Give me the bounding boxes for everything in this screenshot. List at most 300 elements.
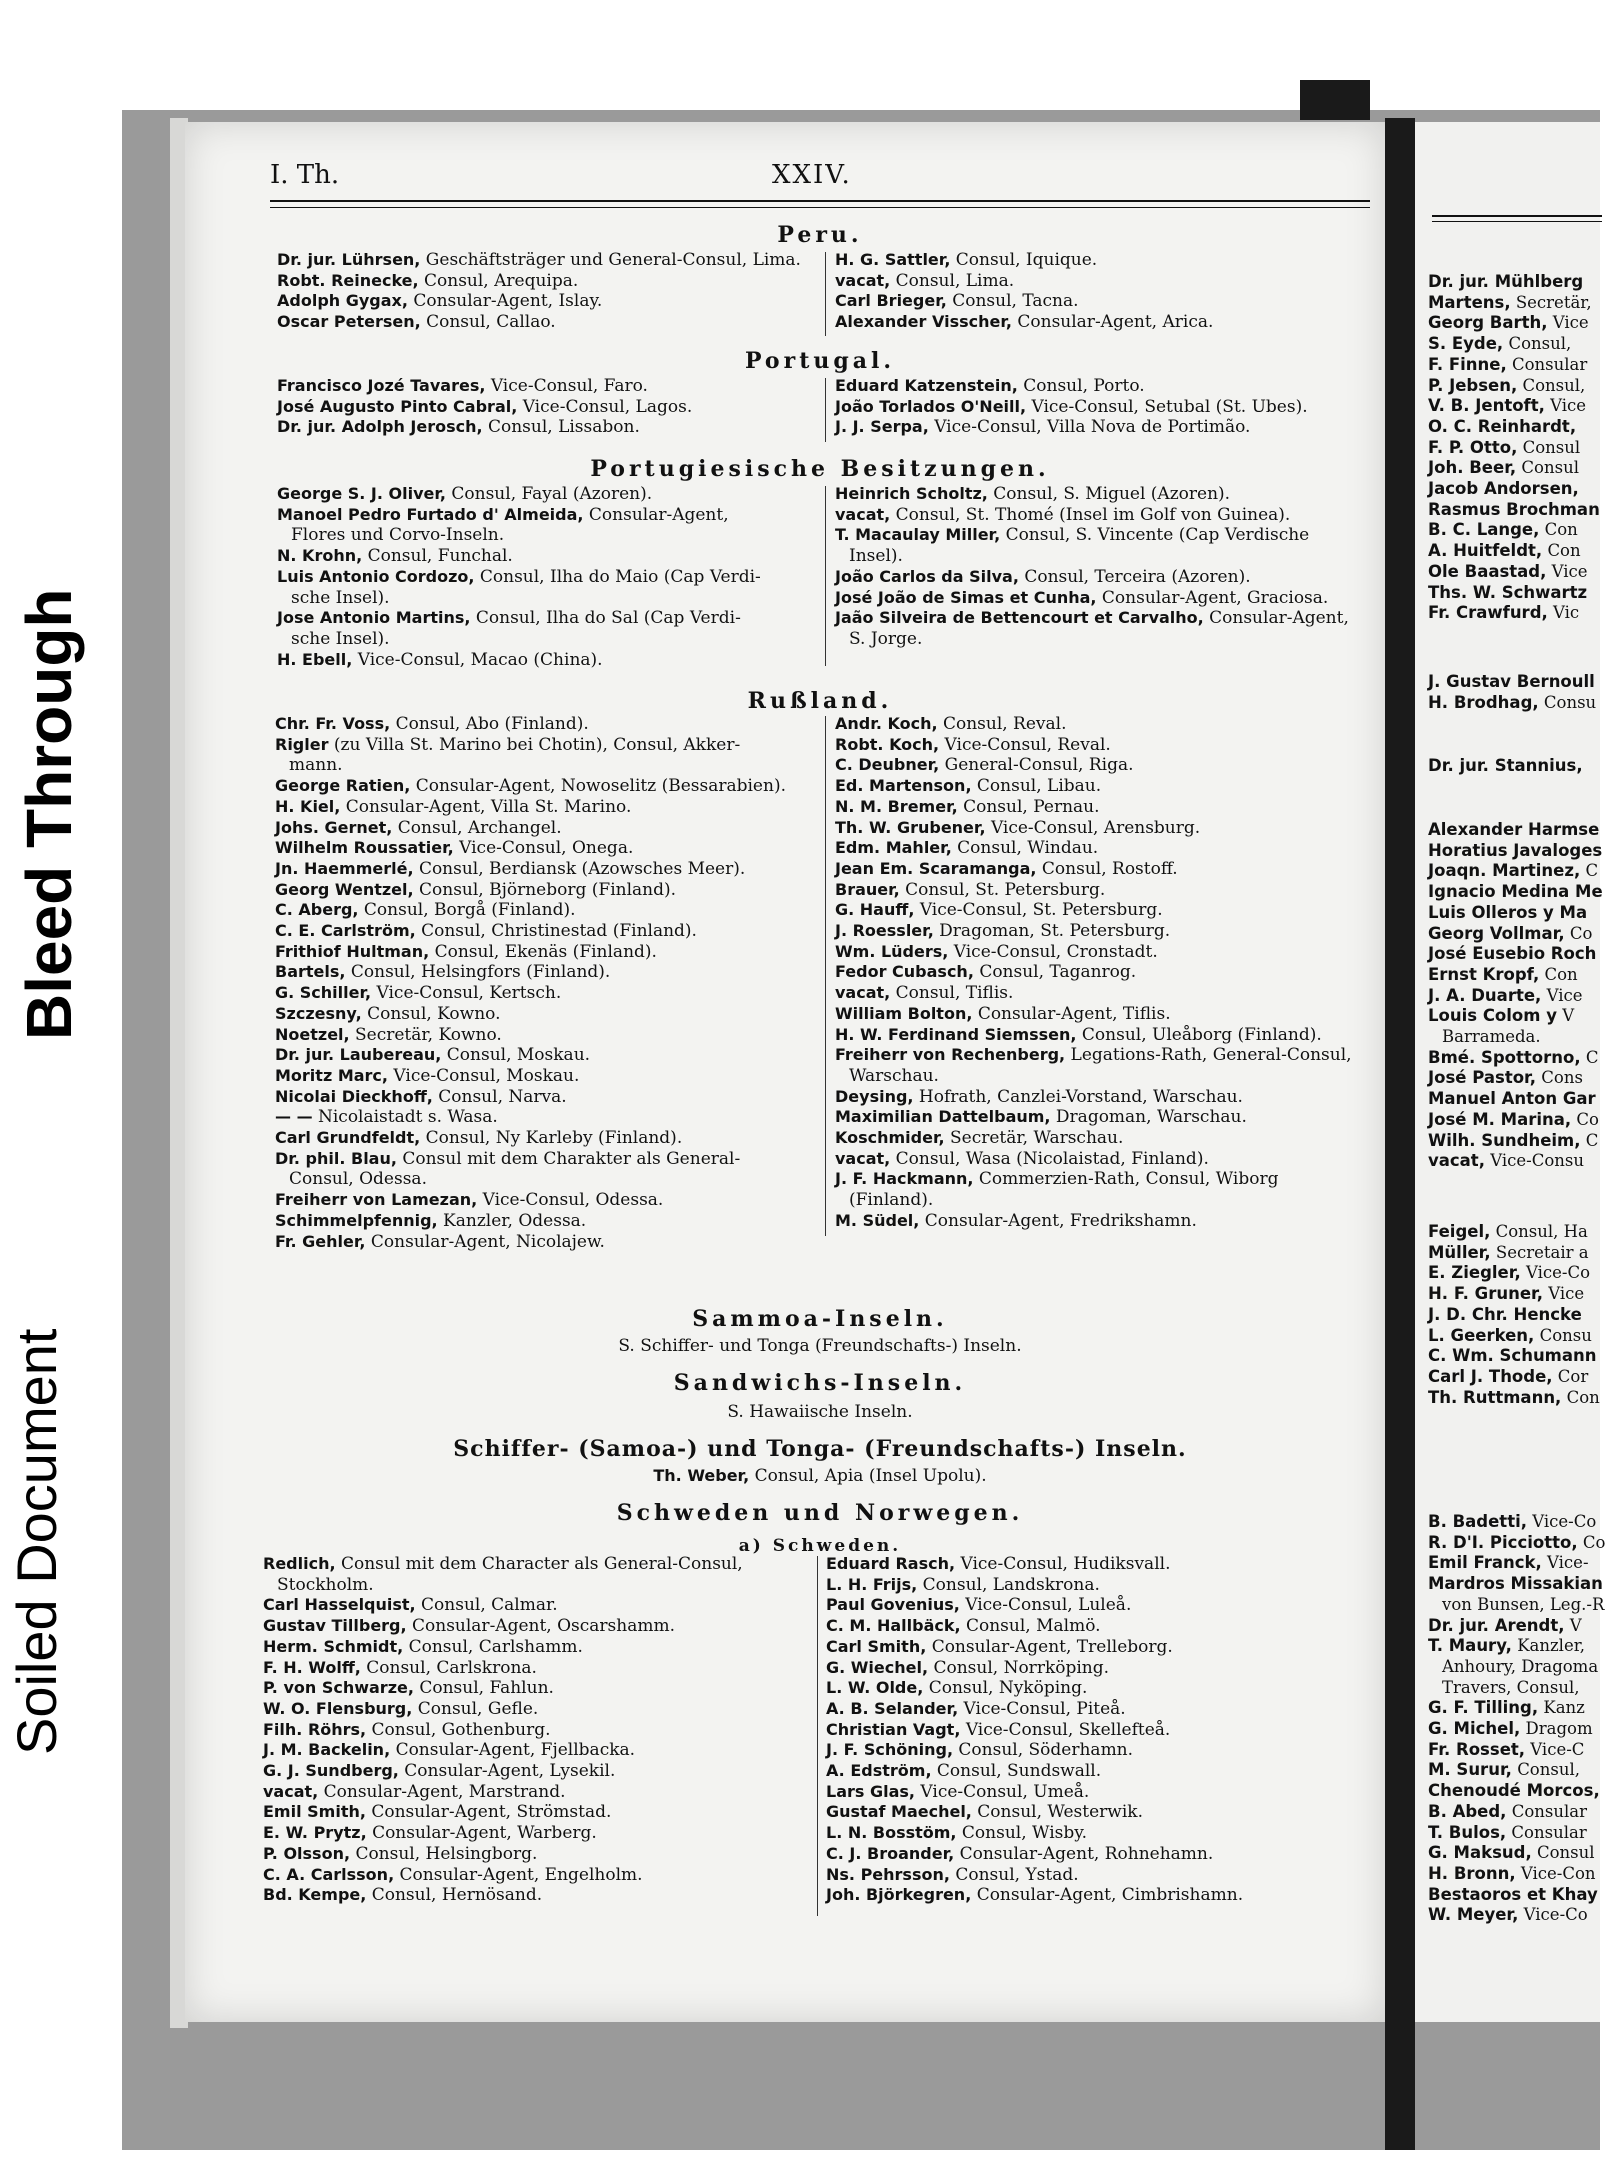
entry-text: Co: [1582, 1532, 1605, 1552]
entry-text: Consular: [1512, 354, 1588, 374]
entry-line: [1428, 1243, 1600, 1264]
entry-name: Dr. jur. Stannius,: [1428, 756, 1583, 775]
entry-text: Consul,: [1522, 375, 1586, 395]
entry-line: [1428, 293, 1600, 314]
entry-text: Consular-Agent,: [1209, 608, 1349, 629]
entry-line: [1428, 861, 1603, 882]
entry-text: Vice-Consul, Setubal (St. Ubes).: [1031, 396, 1308, 417]
entry-name: Filh. Röhrs,: [263, 1719, 367, 1739]
entry-name: M. Surur,: [1428, 1760, 1512, 1780]
entry-text: Legations-Rath, General-Consul,: [1070, 1045, 1352, 1066]
entry-text: Consul, Helsingborg.: [355, 1843, 538, 1864]
entry-line: [277, 505, 761, 526]
entry-text: Consul, Callao.: [426, 312, 556, 333]
entry-line: [826, 1658, 1243, 1679]
entry-text: Vice-Consul, Lagos.: [522, 396, 693, 417]
entry-text: Con: [1547, 541, 1581, 561]
entry-line: [275, 1107, 786, 1128]
entry-line: [826, 1699, 1243, 1720]
entry-line: [1428, 1388, 1600, 1409]
entry-line: [275, 880, 786, 901]
entry-line: [826, 1761, 1243, 1782]
entry-name: J. M. Backelin,: [263, 1740, 391, 1760]
russia-left-column: [275, 714, 786, 1252]
entry-name: H. Brodhag,: [1428, 692, 1539, 712]
entry-text: Nicolaistadt s. Wasa.: [317, 1107, 498, 1128]
entry-name: B. C. Lange,: [1428, 520, 1540, 540]
entry-text: (zu Villa St. Marino bei Chotin), Consul, Akker-: [333, 734, 741, 755]
entry-line: [1428, 882, 1603, 903]
entry-line: [835, 1087, 1352, 1108]
entry-line: [1428, 1719, 1605, 1740]
entry-line: [835, 567, 1349, 588]
entry-text: Consul, Hernösand.: [371, 1885, 543, 1906]
entry-text: S. Jorge.: [849, 628, 923, 649]
entry-line: [835, 1211, 1352, 1232]
entry-line: [1428, 1781, 1605, 1802]
entry-text: Consul, Gothenburg.: [371, 1719, 551, 1740]
entry-line: [826, 1885, 1243, 1906]
entry-line: [1428, 313, 1600, 334]
entry-line: [1428, 1110, 1603, 1131]
entry-text: Consul,: [1517, 1760, 1580, 1780]
entry-text: Vice-: [1547, 1553, 1589, 1573]
section-title-sweden-norway: Schweden und Norwegen.: [616, 1500, 1024, 1526]
entry-line: [835, 714, 1352, 735]
entry-text: Cor: [1557, 1366, 1589, 1386]
entry-text: Consular-Agent, Oscarshamm.: [412, 1616, 676, 1637]
entry-line: [826, 1865, 1243, 1886]
entry-name: Ed. Martenson,: [835, 776, 972, 796]
entry-text: Consular-Agent, Villa St. Marino.: [345, 796, 632, 817]
entry-line: [275, 921, 786, 942]
entry-text: Consul, Norrköping.: [933, 1657, 1110, 1678]
entry-name: Th. W. Grubener,: [835, 817, 986, 837]
entry-name: Chenoudé Morcos,: [1428, 1781, 1600, 1801]
russia-right-column: [835, 714, 1352, 1232]
entry-name: Gustav Tillberg,: [263, 1616, 407, 1636]
entry-name: Dr. jur. Adolph Jerosch,: [277, 417, 483, 437]
entry-name: Ns. Pehrsson,: [826, 1864, 950, 1884]
entry-line: [1428, 1574, 1605, 1595]
entry-name: Eduard Rasch,: [826, 1554, 956, 1573]
entry-text: Consul, Porto.: [1023, 376, 1145, 396]
entry-line: [1428, 1657, 1605, 1678]
entry-name: Mardros Missakian: [1428, 1574, 1603, 1594]
entry-line: [1428, 520, 1600, 541]
entry-line: [263, 1699, 743, 1720]
entry-name: Fr. Crawfurd,: [1428, 603, 1548, 623]
entry-line: [1428, 924, 1603, 945]
entry-text: Consul, Lima.: [895, 270, 1015, 291]
entry-name: R. D'I. Picciotto,: [1428, 1532, 1578, 1552]
entry-line: [835, 900, 1352, 921]
entry-name: J. F. Hackmann,: [835, 1169, 974, 1189]
entry-name: vacat,: [835, 270, 891, 290]
entry-name: Edm. Mahler,: [835, 838, 952, 858]
entry-line: [835, 629, 1349, 650]
entry-line: [1428, 1823, 1605, 1844]
entry-text: Consul, Windau.: [957, 838, 1099, 859]
subsection-sweden: a) Schweden.: [738, 1536, 902, 1556]
entry-line: [1428, 1533, 1605, 1554]
entry-text: Consular-Agent, Graciosa.: [1101, 587, 1329, 608]
entry-text: Insel).: [849, 546, 903, 567]
entry-line: [1428, 603, 1600, 624]
entry-name: José M. Marina,: [1428, 1109, 1572, 1129]
entry-line: [835, 505, 1349, 526]
column-divider: [825, 716, 826, 1236]
entry-text: Consul, Calmar.: [421, 1595, 558, 1616]
entry-line: [1428, 583, 1600, 604]
entry-name: A. Huitfeldt,: [1428, 541, 1543, 561]
entry-name: Georg Vollmar,: [1428, 923, 1565, 943]
entry-text: Consul, Ilha do Sal (Cap Verdi-: [475, 608, 741, 629]
entry-name: Freiherr von Rechenberg,: [835, 1045, 1066, 1065]
entry-name: vacat,: [835, 983, 891, 1003]
entry-line: [835, 818, 1352, 839]
entry-name: Müller,: [1428, 1242, 1491, 1262]
entry-name: Paul Govenius,: [826, 1595, 960, 1615]
entry-line: [835, 942, 1352, 963]
entry-line: [1428, 1760, 1605, 1781]
entry-line: [1428, 376, 1600, 397]
entry-name: vacat,: [1428, 1151, 1485, 1171]
entry-line: [1428, 458, 1600, 479]
entry-text: Secretär,: [1515, 292, 1592, 312]
entry-name: M. Südel,: [835, 1210, 920, 1230]
entry-name: Bmé. Spottorno,: [1428, 1047, 1581, 1067]
entry-line: [263, 1595, 743, 1616]
entry-line: [275, 1025, 786, 1046]
part-label: I. Th.: [270, 160, 340, 190]
entry-line: [826, 1575, 1243, 1596]
entry-name: Schimmelpfennig,: [275, 1210, 438, 1230]
adjacent-header-rule: [1432, 215, 1602, 222]
entry-line: [263, 1678, 743, 1699]
entry-name: Herm. Schmidt,: [263, 1636, 404, 1656]
entry-line: [277, 291, 801, 312]
entry-name: Szczesny,: [275, 1003, 362, 1023]
entry-name: Wilhelm Roussatier,: [275, 838, 454, 858]
entry-text: Consul: [1522, 437, 1581, 457]
entry-text: Consul, Pernau.: [963, 796, 1100, 817]
entry-name: J. Gustav Bernoull: [1428, 672, 1595, 691]
entry-name: G. Maksud,: [1428, 1843, 1532, 1863]
entry-name: Bestaoros et Khay: [1428, 1884, 1598, 1904]
entry-line: [835, 962, 1352, 983]
entry-line: [263, 1575, 743, 1596]
entry-text: Consul mit dem Character als General-Consul,: [340, 1554, 743, 1574]
entry-name: Georg Barth,: [1428, 313, 1548, 333]
entry-line: [277, 650, 761, 671]
entry-name: Jacob Andorsen,: [1428, 479, 1579, 499]
entry-text: sche Insel).: [291, 587, 390, 608]
entry-text: Vice-Consul, Onega.: [459, 838, 634, 859]
section-title-sandwich: Sandwichs-Inseln.: [673, 1370, 967, 1396]
entry-line: [1428, 1367, 1600, 1388]
entry-name: Heinrich Scholtz,: [835, 484, 988, 503]
entry-text: sche Insel).: [291, 628, 390, 649]
entry-line: [277, 312, 801, 333]
entry-text: Consular: [1511, 1801, 1587, 1821]
entry-text: Consular: [1511, 1822, 1587, 1842]
entry-text: V: [1562, 1006, 1575, 1026]
entry-line: [1428, 1305, 1600, 1326]
adjacent-block-5: [1428, 1222, 1600, 1408]
port-bes-left-column: [277, 484, 761, 670]
entry-text: Consul mit dem Charakter als General-: [402, 1148, 741, 1169]
entry-name: L. Geerken,: [1428, 1325, 1535, 1345]
entry-line: [826, 1802, 1243, 1823]
entry-line: [1428, 1512, 1605, 1533]
entry-line: [835, 859, 1352, 880]
entry-name: Deysing,: [835, 1086, 914, 1106]
entry-name: Carl Smith,: [826, 1636, 927, 1656]
entry-text: Consul, Ha: [1495, 1222, 1588, 1241]
entry-text: Vice-Consul, Luleå.: [965, 1595, 1132, 1616]
entry-name: Redlich,: [263, 1554, 336, 1573]
entry-line: [277, 250, 801, 271]
entry-line: [263, 1658, 743, 1679]
entry-line: [1428, 986, 1603, 1007]
entry-line: [275, 962, 786, 983]
entry-name: N. Krohn,: [277, 546, 363, 566]
entry-name: G. F. Tilling,: [1428, 1698, 1539, 1718]
entry-line: [835, 1107, 1352, 1128]
entry-text: Hofrath, Canzlei-Vorstand, Warschau.: [918, 1086, 1243, 1107]
entry-text: Vice: [1550, 396, 1587, 416]
entry-text: Vice-Consul, Hudiksvall.: [960, 1554, 1171, 1574]
entry-name: Emil Smith,: [263, 1802, 366, 1822]
entry-name: Carl Grundfeldt,: [275, 1128, 421, 1148]
entry-name: George S. J. Oliver,: [277, 484, 446, 503]
entry-name: Rigler: [275, 734, 329, 754]
entry-name: J. A. Duarte,: [1428, 985, 1542, 1005]
entry-line: [835, 484, 1349, 505]
entry-name: C. E. Carlström,: [275, 921, 416, 941]
entry-name: Jean Em. Scaramanga,: [835, 858, 1037, 878]
entry-line: [835, 291, 1213, 312]
section-title-portugal: Portugal.: [744, 348, 896, 374]
entry-text: Consular-Agent, Lysekil.: [404, 1761, 616, 1782]
entry-name: Louis Colom y: [1428, 1006, 1557, 1026]
entry-line: [1428, 1048, 1603, 1069]
entry-line: [826, 1637, 1243, 1658]
entry-line: [263, 1554, 743, 1575]
entry-name: Emil Franck,: [1428, 1553, 1542, 1573]
entry-line: [826, 1844, 1243, 1865]
entry-text: Secretair a: [1495, 1242, 1589, 1262]
entry-line: [826, 1678, 1243, 1699]
entry-name: Joh. Björkegren,: [826, 1885, 972, 1905]
entry-name: Moritz Marc,: [275, 1065, 388, 1085]
entry-name: Francisco Jozé Tavares,: [277, 376, 486, 395]
entry-text: Consul, Funchal.: [367, 546, 513, 567]
entry-line: [1428, 562, 1600, 583]
entry-line: [275, 735, 786, 756]
entry-text: Geschäftsträger und General-Consul, Lima.: [425, 250, 801, 270]
entry-text: Consul, Archangel.: [397, 817, 562, 838]
entry-text: Kanzler,: [1517, 1636, 1586, 1656]
entry-text: Flores und Corvo-Inseln.: [291, 525, 505, 546]
entry-text: Travers, Consul,: [1442, 1677, 1580, 1697]
entry-line: [1428, 500, 1600, 521]
entry-name: G. Michel,: [1428, 1719, 1521, 1739]
entry-line: [277, 567, 761, 588]
portugal-left-column: [277, 376, 692, 438]
soiled-document-label: Soiled Document: [5, 1328, 68, 1755]
entry-line: [275, 1087, 786, 1108]
entry-text: V: [1569, 1615, 1582, 1635]
entry-name: A. Edström,: [826, 1761, 932, 1781]
entry-name: C. M. Hallbäck,: [826, 1616, 961, 1636]
entry-text: Consul, Kowno.: [367, 1003, 501, 1024]
entry-line: [1428, 1553, 1605, 1574]
entry-name: C. Aberg,: [275, 900, 359, 920]
entry-name: B. Badetti,: [1428, 1512, 1527, 1531]
entry-line: [275, 714, 786, 735]
entry-name: Rasmus Brochman: [1428, 499, 1600, 519]
entry-name: Th. Ruttmann,: [1428, 1387, 1562, 1407]
entry-text: Vice: [1552, 313, 1589, 333]
entry-line: [835, 1149, 1352, 1170]
entry-line: [275, 1190, 786, 1211]
entry-name: T. Maury,: [1428, 1636, 1512, 1656]
entry-line: [1428, 1284, 1600, 1305]
entry-text: Consul, Wisby.: [961, 1823, 1087, 1844]
entry-name: J. J. Serpa,: [835, 417, 929, 437]
entry-name: P. von Schwarze,: [263, 1678, 414, 1698]
entry-text: Consular-Agent, Marstrand.: [323, 1781, 566, 1802]
entry-line: [835, 797, 1352, 818]
entry-text: Consular-Agent, Cimbrishamn.: [976, 1885, 1244, 1906]
entry-line: [1428, 1006, 1603, 1027]
entry-line: [275, 1211, 786, 1232]
entry-name: P. Jebsen,: [1428, 375, 1518, 395]
entry-line: [1428, 1678, 1605, 1699]
entry-line: [1428, 1636, 1605, 1657]
entry-line: [263, 1740, 743, 1761]
entry-line: [1428, 1864, 1605, 1885]
entry-line: [275, 1045, 786, 1066]
entry-name: Luis Olleros y Ma: [1428, 902, 1588, 922]
entry-text: Vice-Co: [1532, 1512, 1597, 1531]
entry-text: Consul, Ystad.: [955, 1864, 1079, 1885]
entry-name: Freiherr von Lamezan,: [275, 1190, 478, 1210]
entry-name: L. H. Frijs,: [826, 1574, 918, 1594]
entry-line: [1428, 438, 1600, 459]
entry-line: [277, 376, 692, 397]
entry-name: W. Meyer,: [1428, 1905, 1519, 1925]
entry-name: E. Ziegler,: [1428, 1263, 1521, 1283]
entry-line: [277, 629, 761, 650]
entry-text: Vice-Consul, Faro.: [490, 376, 648, 396]
entry-name: — —: [275, 1107, 313, 1127]
entry-text: Secretär, Kowno.: [355, 1024, 502, 1045]
entry-name: Fedor Cubasch,: [835, 962, 974, 982]
entry-text: Consul, Abo (Finland).: [395, 714, 589, 734]
entry-name: H. Kiel,: [275, 796, 341, 816]
sandwich-reference: S. Hawaiische Inseln.: [727, 1402, 913, 1422]
entry-name: J. F. Schöning,: [826, 1740, 954, 1760]
entry-text: Consul, S. Vincente (Cap Verdische: [1005, 525, 1310, 546]
entry-line: [826, 1720, 1243, 1741]
entry-name: Maximilian Dattelbaum,: [835, 1107, 1051, 1127]
entry-name: Johs. Gernet,: [275, 817, 393, 837]
entry-text: (Finland).: [849, 1190, 934, 1211]
entry-text: Consul, Borgå (Finland).: [363, 900, 576, 921]
entry-text: Vice-Consul, Kertsch.: [376, 983, 562, 1004]
entry-name: C. A. Carlsson,: [263, 1864, 395, 1884]
entry-text: Vic: [1553, 603, 1580, 623]
entry-name: Wm. Lüders,: [835, 941, 949, 961]
entry-name: vacat,: [835, 1148, 891, 1168]
entry-line: [1428, 1027, 1603, 1048]
bleed-through-label: Bleed Through: [13, 588, 85, 1040]
entry-text: Vice-Consul, Cronstadt.: [953, 941, 1158, 962]
entry-text: Dragom: [1525, 1719, 1593, 1739]
entry-text: Consul, Björneborg (Finland).: [419, 879, 677, 900]
entry-text: Consular-Agent, Nowoselitz (Bessarabien).: [415, 776, 786, 797]
entry-line: [1428, 1326, 1600, 1347]
entry-line: [277, 588, 761, 609]
entry-text: Dragoman, St. Petersburg.: [939, 921, 1171, 942]
entry-line: [1428, 1905, 1605, 1926]
entry-name: Oscar Petersen,: [277, 312, 421, 332]
entry-line: [275, 1128, 786, 1149]
entry-text: Consul, Berdiansk (Azowsches Meer).: [418, 858, 746, 879]
entry-line: [835, 735, 1352, 756]
entry-line: [263, 1823, 743, 1844]
entry-text: Anhoury, Dragoma: [1442, 1656, 1599, 1676]
entry-name: José Augusto Pinto Cabral,: [277, 396, 518, 416]
entry-line: [1428, 944, 1603, 965]
entry-name: José Eusebio Roch: [1428, 944, 1597, 964]
entry-name: Georg Wentzel,: [275, 879, 414, 899]
portugal-right-column: [835, 376, 1308, 438]
entry-text: Consul, Carlshamm.: [408, 1636, 583, 1657]
entry-line: [1428, 1346, 1600, 1367]
entry-text: Consul, S. Miguel (Azoren).: [993, 484, 1231, 504]
entry-name: Luis Antonio Cordozo,: [277, 566, 475, 586]
entry-name: Noetzel,: [275, 1024, 350, 1044]
entry-name: Lars Glas,: [826, 1781, 915, 1801]
entry-text: Consular-Agent,: [588, 504, 729, 525]
entry-text: C: [1585, 1047, 1599, 1067]
entry-line: [1428, 334, 1600, 355]
entry-name: H. G. Sattler,: [835, 250, 951, 269]
entry-name: Eduard Katzenstein,: [835, 376, 1018, 395]
entry-line: [835, 1190, 1352, 1211]
entry-text: Consul, St. Thomé (Insel im Golf von Guinea).: [895, 504, 1291, 525]
entry-line: [835, 271, 1213, 292]
book-gutter: [1385, 118, 1415, 2150]
entry-line: [1428, 479, 1600, 500]
column-divider: [825, 378, 826, 442]
peru-right-column: [835, 250, 1213, 333]
entry-line: [277, 271, 801, 292]
entry-line: [1428, 396, 1600, 417]
entry-name: vacat,: [263, 1781, 319, 1801]
entry-text: Consular-Agent, Trelleborg.: [931, 1636, 1173, 1657]
entry-line: [1428, 1151, 1603, 1172]
entry-text: Consu: [1543, 692, 1597, 712]
entry-line: [277, 484, 761, 505]
entry-line: [1428, 1698, 1605, 1719]
entry-name: J. Roessler,: [835, 921, 934, 941]
entry-text: Con: [1544, 964, 1578, 984]
